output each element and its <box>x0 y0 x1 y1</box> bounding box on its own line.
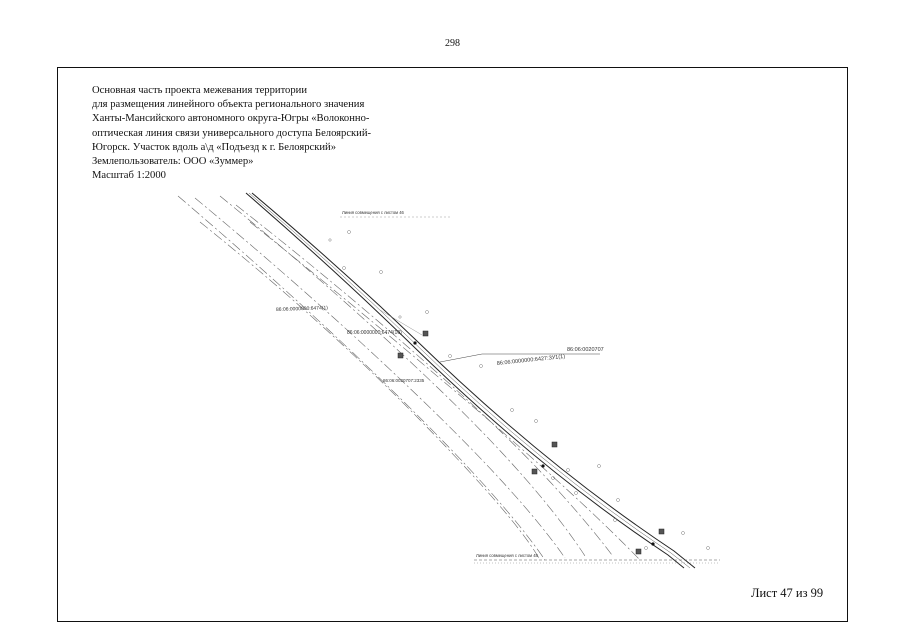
boundary-line <box>250 222 640 560</box>
map-objects <box>329 231 710 550</box>
boundary-line <box>178 196 545 560</box>
map-object <box>598 465 601 468</box>
title-line: для размещения линейного объекта регионального значения <box>92 99 365 111</box>
map-object <box>614 519 617 522</box>
map-object <box>449 355 452 358</box>
title-line: Основная часть проекта межевания территории <box>92 85 307 96</box>
sheet-number: Лист 47 из 99 <box>751 586 824 600</box>
map-object <box>343 267 346 270</box>
marker-square <box>552 442 557 447</box>
marker-square <box>532 469 537 474</box>
top-match-label: Линия совмещения с листом 46 <box>342 210 404 215</box>
fiber-line <box>249 193 690 568</box>
marker-square <box>636 549 641 554</box>
title-line: Югорск. Участок вдоль а\д «Подъезд к г. Белоярский» <box>92 141 336 153</box>
boundary-line <box>220 196 585 556</box>
parcel-label-d: 86:06:0000000:6427:ЗУ1(1) <box>496 353 566 367</box>
boundary-line <box>195 198 565 558</box>
map-object <box>567 469 570 472</box>
parcel-label-a: 86:06:0000000:6474(1) <box>275 305 329 313</box>
map-object <box>399 316 401 318</box>
marker-square <box>398 353 403 358</box>
marker-square <box>423 331 428 336</box>
parcel-label-e: 86:06:0020707:2335 <box>383 378 425 383</box>
bottom-match-label: Линия совмещения с листом 48 <box>476 553 538 558</box>
map-object <box>707 547 710 550</box>
scale-line: Масштаб 1:2000 <box>92 170 166 182</box>
turning-point <box>651 542 654 545</box>
map-object <box>329 239 331 241</box>
marker-square <box>659 529 664 534</box>
parcel-label-c: 86:06:0020707 <box>567 347 604 353</box>
page-number: 298 <box>445 38 460 49</box>
map-object <box>380 271 383 274</box>
boundary-line <box>200 222 540 560</box>
turning-point <box>413 341 416 344</box>
title-line: оптическая линия связи универсального доступа Белоярский- <box>92 127 372 139</box>
map-object <box>511 409 514 412</box>
map-object <box>480 365 483 368</box>
parcel-label-b: 86:06:0000000:6474(10) <box>347 330 402 336</box>
map-object <box>348 231 351 234</box>
road-edge <box>252 193 695 568</box>
map-object <box>426 311 429 314</box>
map-object <box>682 532 685 535</box>
title-line: Ханты-Мансийского автономного округа-Югры «Волоконно- <box>92 113 370 125</box>
map-object <box>575 492 578 495</box>
map-object <box>645 547 648 550</box>
map-object <box>617 499 620 502</box>
land-user-line: Землепользователь: ООО «Зуммер» <box>92 156 254 168</box>
label-leader <box>440 354 482 362</box>
turning-point <box>541 464 544 467</box>
map-object <box>535 420 538 423</box>
